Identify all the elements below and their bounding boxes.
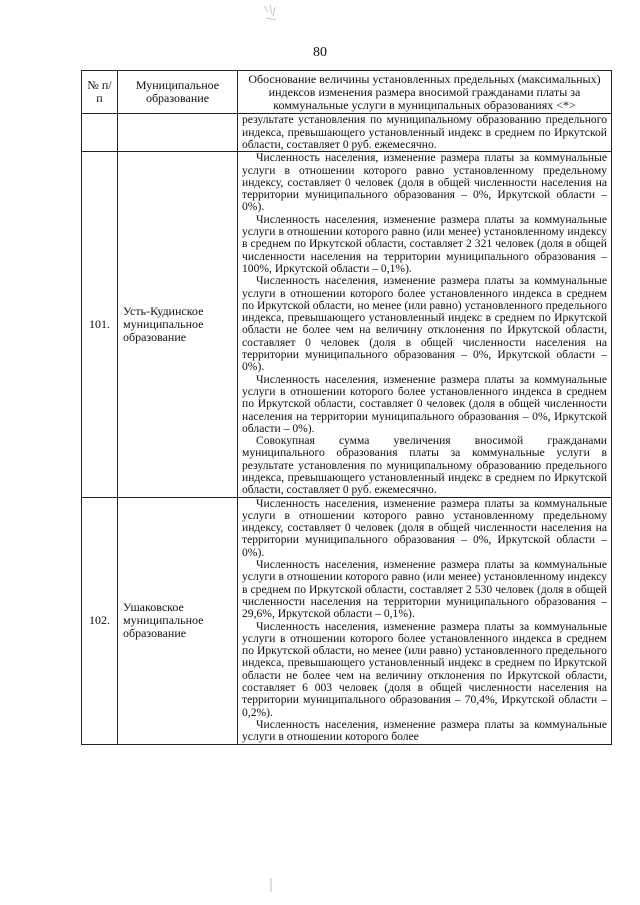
rationale-paragraph: Численность населения, изменение размера платы за коммунальные услуги в отношении которого равно (или менее) установленному индексу в среднем по Иркутской области, составляет 2 530 человек (доля в общей численности населения на территории муниципального образования – 29,6%, Иркутской области – 0,1%).: [242, 558, 607, 621]
table-row: [82, 497, 612, 744]
scan-mark: [268, 878, 274, 892]
table-row: [82, 152, 612, 497]
rationale-paragraph: Численность населения, изменение размера платы за коммунальные услуги в отношении которого более установленного индекса в среднем по Иркутской области, но менее (или равно) установленного предельного индекса, превышающего установленный индекс в среднем по Иркутской области не более чем на величину отклонения по Иркутской области, составляет 0 человек (доля в общей численности населения на территории муниципального образования – 0%, Иркутской области – 0%).: [242, 274, 607, 374]
row-municipality: [118, 114, 238, 152]
table-row: [82, 114, 612, 152]
row-number: 102.: [82, 497, 118, 744]
rationale-table: [81, 70, 612, 745]
row-municipality: Ушаковское муниципальное образование: [118, 497, 238, 744]
row-rationale: [238, 152, 612, 497]
rationale-paragraph: Численность населения, изменение размера платы за коммунальные услуги в отношении которого более: [242, 717, 607, 744]
row-number: [82, 114, 118, 152]
scan-stamp-mark: [260, 2, 282, 24]
rationale-paragraph: Численность населения, изменение размера платы за коммунальные услуги в отношении которого равно (или менее) установленному индексу в среднем по Иркутской области, составляет 2 321 человек (доля в общей численности населения на территории муниципального образования – 100%, Иркутской области – 0,1%).: [242, 212, 607, 275]
row-number: 101.: [82, 152, 118, 497]
row-rationale: [238, 497, 612, 744]
rationale-paragraph: Численность населения, изменение размера платы за коммунальные услуги в отношении которого более установленного индекса в среднем по Иркутской области, но менее (или равно) установленного предельного индекса, превышающего установленный индекс в среднем по Иркутской области не более чем на величину отклонения по Иркутской области, составляет 6 003 человек (доля в общей численности населения на территории муниципального образования – 70,4%, Иркутской области – 0,2%).: [242, 619, 607, 719]
row-rationale: [238, 114, 612, 152]
table-header-row: [82, 71, 612, 114]
row-municipality: Усть-Кудинское муниципальное образование: [118, 152, 238, 497]
header-rationale: Обоснование величины установленных предельных (максимальных) индексов изменения размера вносимой гражданами платы за коммунальные услуги в муниципальных образованиях <*>: [238, 71, 612, 114]
page-number: 80: [313, 45, 327, 60]
header-municipality: Муниципальное образование: [118, 71, 238, 114]
rationale-paragraph: результате установления по муниципальному образованию предельного индекса, превышающего установленный индекс в среднем по Иркутской области, составляет 0 руб. ежемесячно.: [242, 113, 607, 151]
rationale-paragraph: Численность населения, изменение размера платы за коммунальные услуги в отношении которого более установленного индекса в среднем по Иркутской области, составляет 0 человек (доля в общей численности населения на территории муниципального образования – 0%, Иркутской области – 0%).: [242, 372, 607, 435]
rationale-paragraph: Совокупная сумма увеличения вносимой гражданами муниципального образования платы за коммунальные услуги в результате установления по муниципальному образованию предельного индекса, превышающего установленный индекс в среднем по Иркутской области, составляет 0 руб. ежемесячно.: [242, 434, 607, 497]
rationale-paragraph: Численность населения, изменение размера платы за коммунальные услуги в отношении которого равно установленному предельному индексу, составляет 0 человек (доля в общей численности населения на территории муниципального образования – 0%, Иркутской области – 0%).: [242, 496, 607, 559]
header-number: № п/п: [82, 71, 118, 114]
rationale-paragraph: Численность населения, изменение размера платы за коммунальные услуги в отношении которого равно установленному предельному индексу, составляет 0 человек (доля в общей численности населения на территории муниципального образования – 0%, Иркутской области – 0%).: [242, 151, 607, 214]
